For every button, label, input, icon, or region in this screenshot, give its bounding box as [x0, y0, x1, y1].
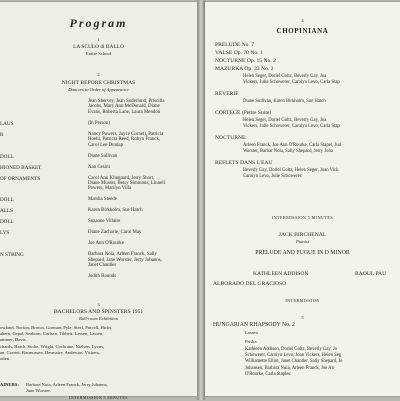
piece-title: NOCTURNE Op. 15 No. 2	[215, 58, 276, 64]
piece-dancers-line: Carolyn Levo, Julie Schowerer.	[243, 174, 303, 179]
cast-dancer-line: Carol Ann Klingaard, Jerry Short,	[88, 175, 155, 181]
section-4-title: CHOPINIANA	[276, 27, 329, 35]
section-1-title: LA SCULO di BALLO	[73, 44, 124, 50]
cast-dancer-line: Judith Rounds	[88, 274, 117, 280]
bachelors-line: ammer, Davis.	[0, 337, 27, 343]
piece-dancers-line: Vickers, Julie Schowerer, Carolyn Levo, Carla Stap	[243, 80, 340, 85]
piece-dancers-line: Diane Sullivan, Karen Birkholm, Sue Hatch	[243, 99, 326, 104]
cast-role: DOLL	[0, 197, 14, 204]
piece-dancers-line: Helen Seger, Doriel Goltz, Beverly Gay, Joa	[243, 74, 327, 79]
cast-role: OF ORNAMENTS	[0, 175, 41, 182]
piece-title: CORTEGE (Petite Suite)	[215, 110, 272, 116]
bachelors-line: chards, Hatch, Stolte, Wright, Cochrane, Nielsen, Lyons,	[0, 343, 105, 349]
cast-role: ALLS	[0, 208, 13, 215]
hungarian-dancers-line: Schowerer, Carolyn Levo, Joan Vickers, Helen Seg	[245, 353, 342, 359]
piece-title: PRELUDE No. 7	[215, 42, 255, 48]
piece-dancers-line: Helen Seger, Doriel Goltz, Beverly Gay, Joa	[243, 118, 327, 123]
page-fold	[197, 0, 205, 400]
performer-1: KATHLEEN ADDISON	[253, 271, 309, 277]
lassen-label: Lassen	[245, 330, 258, 335]
cast-role: DOLL	[0, 219, 14, 226]
hungarian-dancers-line: Williamette Elliot, Janet Chantler, Sally Shepard, Je	[245, 359, 343, 365]
piece-title: REVERIE	[215, 91, 239, 97]
cast-role: N STRING	[0, 252, 24, 259]
performer-2: RAOUL PAU	[355, 271, 387, 277]
intermission-right-2: INTERMISSION	[285, 298, 320, 303]
cast-role: HIONED BASKET	[0, 164, 42, 171]
program-left-page	[0, 2, 197, 400]
cast-dancer-line: Diane Sullivan	[88, 153, 118, 159]
section-4-number: 4	[301, 18, 304, 23]
pianist-role: Pianist	[295, 239, 310, 244]
trainers-line-2: June Worster.	[26, 388, 51, 393]
section-1-subtitle: Entire School	[85, 51, 112, 56]
cast-dancer-line: Marsha Steede	[88, 197, 117, 203]
section-2-title: NIGHT BEFORE CHRISTMAS	[61, 80, 136, 86]
hungarian-dancers-line: O'Rourke, Carla Staples.	[245, 371, 292, 377]
cast-dancer-line: Jacobs, Mary Ann McDonald, Diane	[88, 104, 160, 110]
cast-dancer-line: (In Person)	[88, 120, 110, 126]
cast-dancer-line: Carol Lee Dunlap	[88, 142, 124, 148]
piece-dancers-line: Vickers, Julie Schowerer, Carolyn Levo, Carla Stap	[243, 124, 340, 129]
cast-role: LYS	[0, 230, 10, 237]
piece-title: VALSE Op. 70 No. 1	[215, 50, 263, 56]
bachelors-line: an, Corrett, Rasmussen, Desmaire, Anderson, Vickers,	[0, 349, 100, 355]
hungarian-rhapsody-title: HUNGARIAN RHAPSODY No. 2	[213, 322, 295, 328]
cast-dancer-line: Nancy Powers, Joyce Cornell, Patricia	[88, 131, 164, 137]
hungarian-dancers-line: Kathleen Addison, Doriel Goltz, Beverly Gay, Jo	[245, 347, 337, 352]
cast-dancer-line: Suzanne Villaire	[88, 219, 121, 225]
piece-dancers-line: Arleen Franck, Joe Ann O'Rourke, Carla Stapel, Jud	[243, 143, 341, 148]
bachelors-line: ahern, Cepal, Seaborn, Carlsen, Tibbett, Lassen, Lassen,	[0, 331, 104, 337]
piece-title: NOCTURNE	[215, 135, 246, 141]
piece-title: MAZURKA Op. 33 No. 2	[215, 66, 274, 72]
program-right-page	[205, 2, 400, 396]
piece-title: REFLETS DANS L'EAU	[215, 160, 273, 166]
section-3-number: 3	[97, 302, 100, 307]
prelude-fugue-title: PRELUDE AND FUGUE IN D MINOR	[255, 250, 350, 256]
cast-dancer-line: Diane Zacharie, Carol May	[88, 230, 142, 236]
friska-label: Friska	[245, 339, 257, 344]
pianist-name: JACK BIRCHENAL	[278, 232, 327, 238]
intermission-left: INTERMISSION 5 MINUTES	[69, 395, 128, 400]
cast-role: DOLL	[0, 153, 14, 160]
cast-dancer-line: Diane Musser, Betsy Simmons, Linnell	[88, 181, 165, 186]
cast-role: LAUS	[0, 120, 14, 127]
cast-dancer-line: Janet Chantler	[88, 263, 117, 269]
bachelors-line: owland, Norton, Brown, Gorman, Pyle, Steel, Purcell, Hicks,	[0, 325, 113, 330]
cast-dancer-line: Joe Ann O'Rourke	[88, 241, 124, 247]
section-2-number: 2	[97, 72, 100, 77]
trainers-label: AINERS:	[0, 382, 19, 387]
cast-dancer-line: Jean Shervey, Jean Soderlund, Priscilla	[88, 99, 165, 104]
cast-dancer-line: Barbara Noia, Arleen Franck, Sally	[88, 252, 157, 258]
alborado-title: ALBORADO DEL GRACIOSO	[213, 281, 287, 287]
cast-dancer-line: Hoehl, Patricia Reed, Robyn Franck,	[88, 137, 161, 143]
intermission-right-1: INTERMISSION 5 MINUTES	[271, 215, 334, 220]
piece-dancers-line: Beverly Gay, Doriel Goltz, Helen Seger, Joan Vick	[243, 168, 339, 173]
trainers-line-1: Barbara Noia, Arleen Franck, Jerry Johanns,	[26, 382, 108, 387]
cast-dancer-line: Karen Birkholm, Sue Hatch	[88, 208, 143, 214]
program-heading: Program	[69, 16, 128, 30]
section-3-subtitle: Ball-room Exhibition	[79, 316, 118, 321]
cast-dancer-line: Nan Cesini	[88, 164, 110, 170]
section-5-number: 5	[301, 315, 304, 320]
cast-dancer-line: Powers, Marilyn Villa	[88, 186, 132, 192]
hungarian-dancers-line: Johansen, Barbara Noia, Arleen Franck, Joe An	[245, 365, 334, 371]
cast-role: R	[0, 131, 4, 138]
section-2-subtitle: Dancers in Order of Appearance	[68, 87, 129, 92]
piece-dancers-line: Worster, Barbar Noia, Sally Shepard, Jerry Joha	[243, 149, 333, 154]
cast-dancer-line: Evans, Roberta Lane, Laura Mendon	[88, 109, 161, 115]
section-1-number: 1	[97, 37, 100, 42]
cast-dancer-line: Shepard, Jane Worster, Jerry Johanns,	[88, 257, 162, 263]
bachelors-line: oden.	[0, 356, 11, 361]
section-3-title: BACHELORS AND SPINSTERS 1951	[53, 309, 144, 315]
